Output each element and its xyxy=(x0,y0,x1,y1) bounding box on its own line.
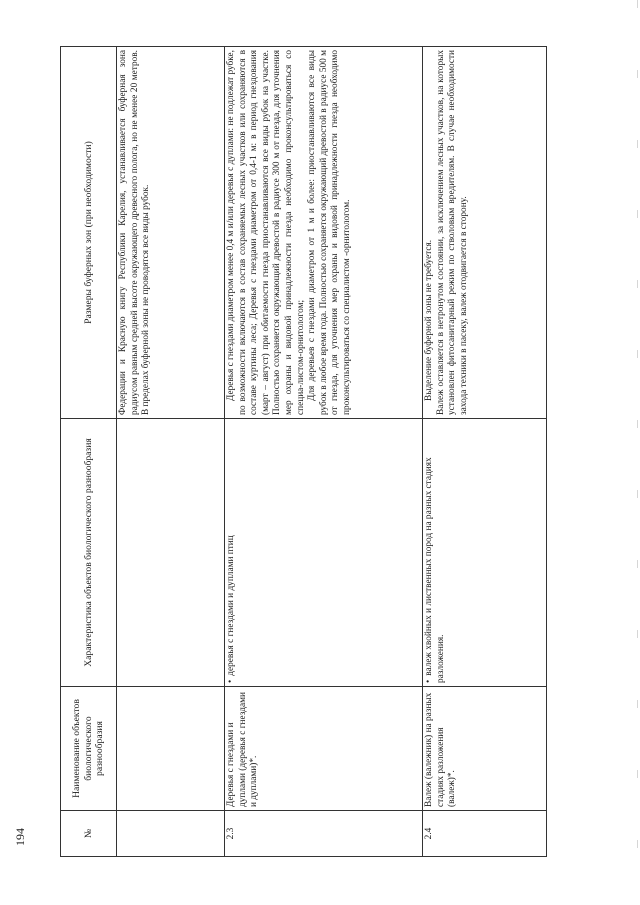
table-row xyxy=(423,47,547,857)
header-name: Наименование объектов биологического разнообразия xyxy=(61,687,117,811)
cell-characteristic xyxy=(225,419,423,687)
cell-number: 2.3 xyxy=(225,811,423,857)
characteristic-text: • деревья с гнездами и дуплами птиц xyxy=(226,535,236,683)
cell-characteristic xyxy=(423,419,547,687)
cell-number: 2.4 xyxy=(423,811,547,857)
scan-edge-marks xyxy=(637,0,638,905)
cell-characteristic xyxy=(117,419,225,687)
cell-name xyxy=(117,687,225,811)
header-characteristic: Характеристика объектов биологического разнообразия xyxy=(61,419,117,687)
characteristic-text: • валеж хвойных и лиственных пород на разных стадиях разложения. xyxy=(424,457,446,683)
cell-buffer xyxy=(225,47,423,419)
buffer-paragraph: Выделение буферной зоны не требуется. xyxy=(424,239,434,401)
buffer-paragraph: Валеж оставляется в нетронутом состоянии, за исключением лесных участков, на которых установлен фитосанитарный режим по стволовым вредителям. В случае необходимости захода техники в пасеку, валеж отодвигается в сторону. xyxy=(435,50,469,415)
header-buffer-size: Размеры буферных зон (при необходимости) xyxy=(61,47,117,419)
rotated-page-content xyxy=(60,47,546,857)
table-row xyxy=(225,47,423,857)
table-header-row xyxy=(61,47,117,857)
buffer-paragraph: Для деревьев с гнездами диаметром от 1 м и более: приостанавливаются все виды рубок в любое время года. Полностью сохраняется окружающий древостой в радиусе 500 м от гнезда, для уточнения мер охраны и видовой принадлежности гнезда необходимо проконсультироваться со специалистом -орнитологом. xyxy=(307,50,352,415)
page-number: 194 xyxy=(13,828,27,846)
table-row-continued xyxy=(117,47,225,857)
cell-name: Валеж (валежник) на разных стадиях разложения (валеж)*. xyxy=(423,687,547,811)
cell-buffer: Федерации и Красную книгу Республики Карелия, устанавливается буферная зона радиусом равным средней высоте окружающего древесного полога, но не менее 20 метров. В пределах буферной зоны не проводятся все виды рубок. xyxy=(117,47,225,419)
cell-name: Деревья с гнездами и дуплами (деревья с гнездами и дуплами)*. xyxy=(225,687,423,811)
buffer-paragraph: Деревья с гнездами диаметром менее 0,4 м и/или деревья с дуплами: не подлежат рубке, по возможности включаются в состав сохраняемых лесных участков или сохраняются в составе куртины леса; Деревья с гнездами диаметром от 0,4-1 м: в период гнездования (март – август) при обитаемости гнезда приостанавливаются все виды рубок на участке. Полностью сохраняется окружающий древостой в радиусе 300 м от гнезда, для уточнения мер охраны и видовой принадлежности гнезда необходимо проконсультироваться со специа-листом-орнитологом; xyxy=(226,50,306,415)
header-number: № xyxy=(61,811,117,857)
buffer-zone-table xyxy=(60,46,547,857)
cell-number xyxy=(117,811,225,857)
cell-buffer xyxy=(423,47,547,419)
